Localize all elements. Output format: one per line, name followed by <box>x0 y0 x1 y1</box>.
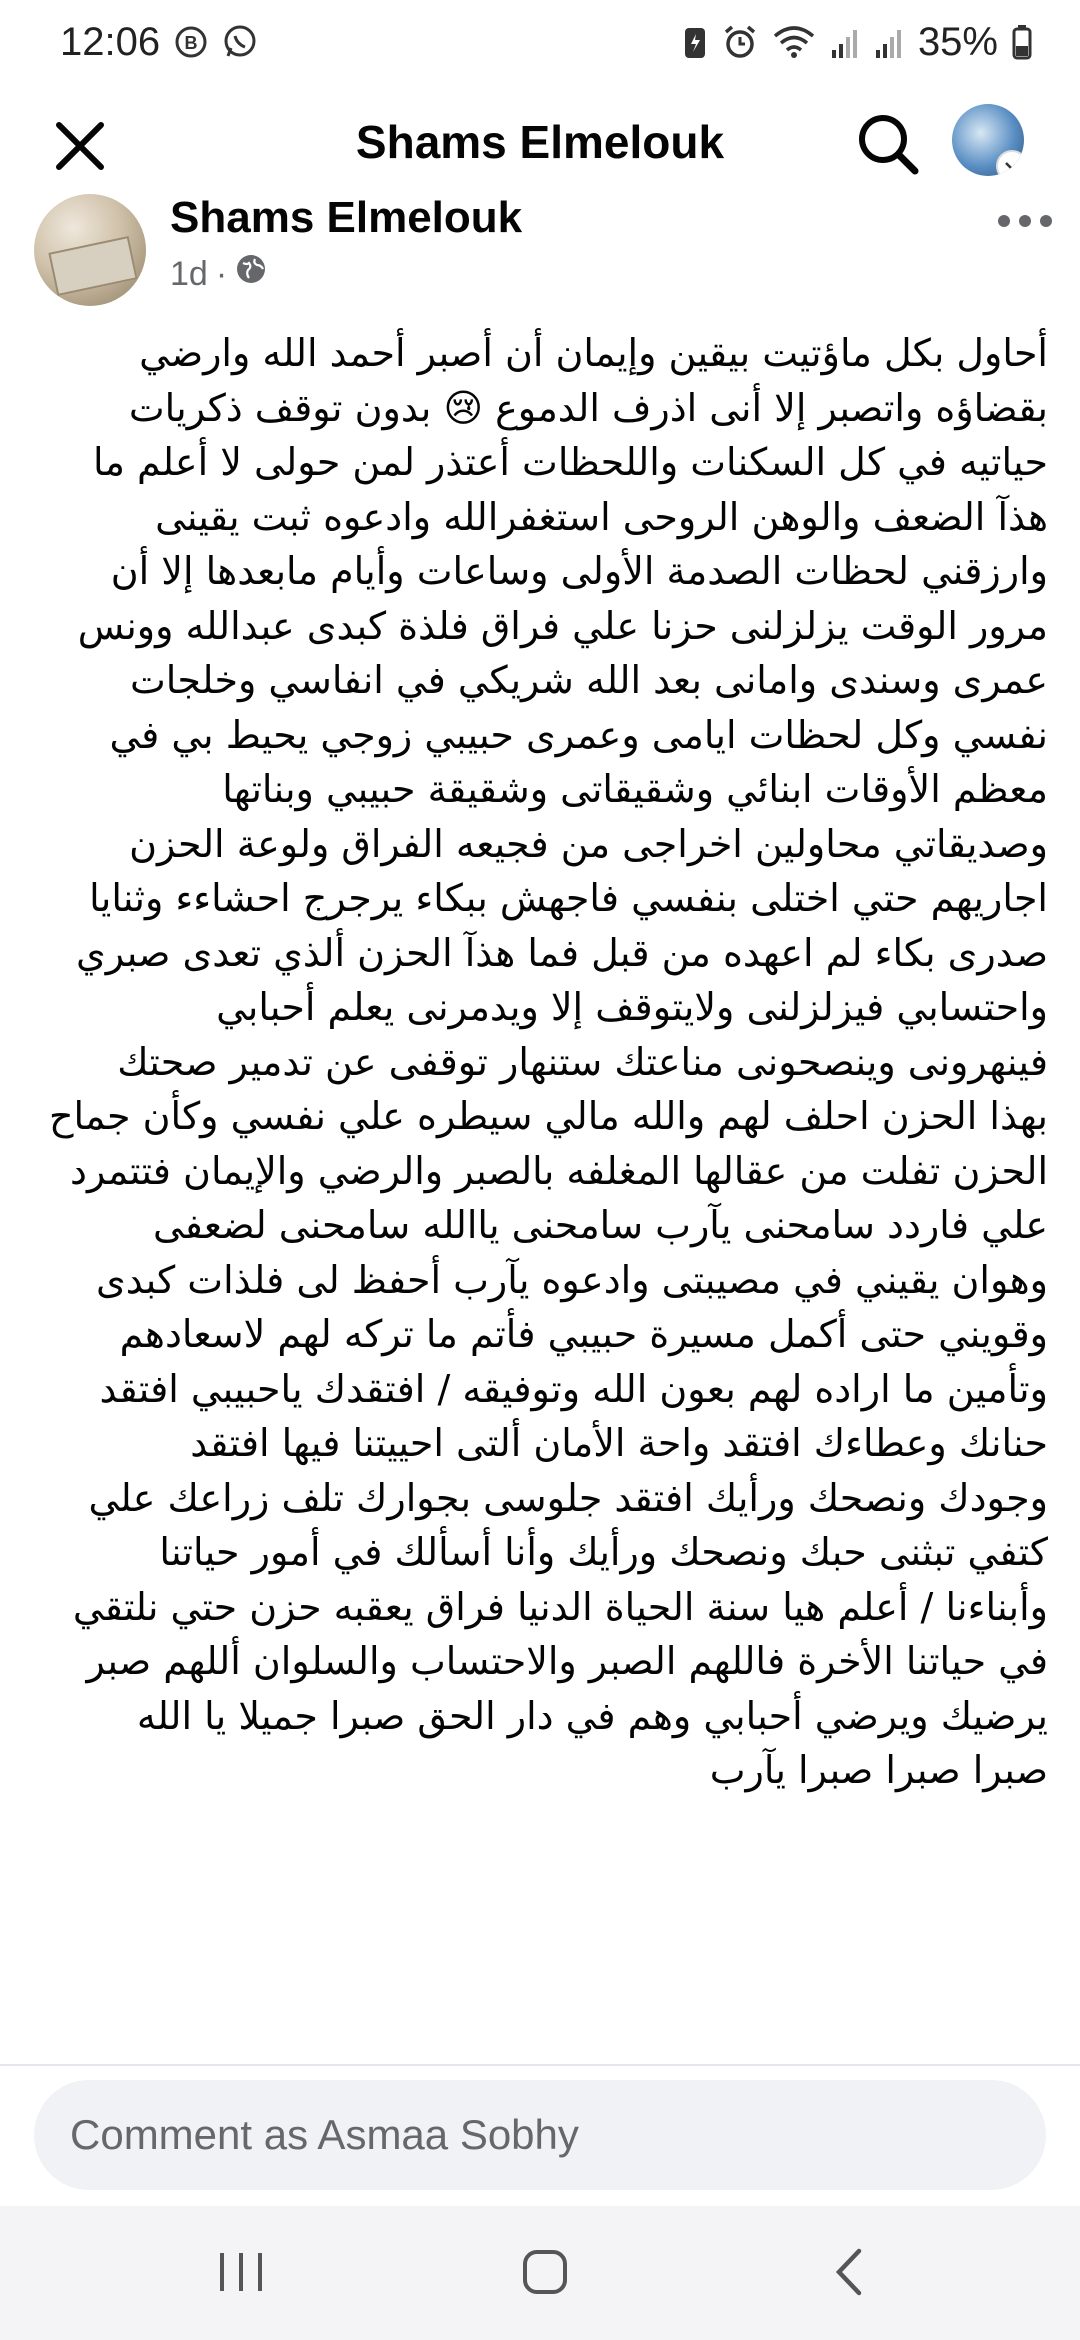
post-line: وارزقني لحظات الصدمة الأولى وساعات وأيام مابعدها إلا أن <box>110 549 1048 593</box>
b-badge-icon <box>174 25 208 59</box>
search-icon <box>855 111 921 177</box>
post-line: وصديقاتي محاولين اخراجى من فجيعه الفراق ولوعة الحزن <box>129 821 1048 866</box>
post-meta <box>170 252 267 296</box>
close-icon <box>53 119 107 173</box>
post-line: وأبناءنا / أعلم هيا سنة الحياة الدنيا فراق يعقبه حزن حتي نلتقي <box>72 1584 1048 1629</box>
home-icon <box>520 2247 570 2297</box>
recent-apps-icon <box>216 2249 266 2295</box>
post-time[interactable]: 1d <box>170 255 208 293</box>
more-options-button[interactable] <box>990 196 1060 246</box>
wifi-icon <box>772 24 816 60</box>
post-line: صدرى بكاء لم اعهده من قبل فما هذآ الحزن ألذي تعدى صبري <box>75 930 1048 975</box>
post-line: مرور الوقت يزلزلنى حزنا علي فراق فلذة كبدى عبدالله وونس <box>77 603 1048 648</box>
status-right <box>682 20 1032 65</box>
post-line: يرضيك ويرضي أحبابي وهم في دار الحق صبرا جميلا يا الله <box>136 1693 1048 1738</box>
more-icon <box>997 214 1053 228</box>
battery-percent: 35% <box>917 19 998 64</box>
search-button[interactable] <box>848 104 928 184</box>
post-line: صبرا صبرا صبرا يآرب <box>709 1748 1048 1792</box>
signal-icon <box>830 24 860 60</box>
post-line: الحزن تفلت من عقالها المغلفه بالصبر والرضي والإيمان فتتمرد <box>70 1148 1048 1193</box>
page-title: Shams Elmelouk <box>355 116 725 168</box>
whatsapp-icon <box>222 24 258 60</box>
post-line: وتأمين ما اراده لهم بعون الله وتوفيقه / افتقدك ياحبيبي افتقد <box>99 1366 1048 1411</box>
post-line: علي فاردد سامحنى يآرب سامحنى ياالله سامحنى لضعفى <box>152 1203 1048 1247</box>
comment-input[interactable] <box>34 2080 1046 2190</box>
recent-apps-button[interactable] <box>196 2232 286 2312</box>
chevron-down-icon <box>996 150 1024 176</box>
battery-saver-icon <box>682 24 708 60</box>
post-line: بقضاؤه واتصبر إلا أنى اذرف الدموع 😢 بدون توقف ذكريات <box>128 385 1048 430</box>
post-line: حياتيه في كل السكنات واللحظات أعتذر لمن حولى لا أعلم ما <box>93 440 1048 484</box>
comment-placeholder: Comment as Asmaa Sobhy <box>70 2111 579 2158</box>
status-bar <box>0 0 1080 84</box>
profile-avatar[interactable] <box>952 104 1024 176</box>
post-line: بهذا الحزن احلف لهم والله مالي سيطره علي نفسي وكأن جماح <box>48 1094 1048 1138</box>
post-line: عمرى وسندى وامانى بعد الله شريكي في انفاسي وخلجات <box>130 658 1048 702</box>
svg-text:B: B <box>184 33 198 53</box>
post-line: حنانك وعطاءك افتقد واحة الأمان ألتى احييتنا فيها افتقد <box>190 1421 1048 1465</box>
post-line: نفسي وكل لحظات ايامى وعمرى حبيبي زوجي يحيط بي في <box>109 712 1048 757</box>
home-button[interactable] <box>500 2232 590 2312</box>
post-line: هذآ الضعف والوهن الروحى استغفرالله وادعوه ثبت يقينى <box>155 494 1048 539</box>
post-line: وجودك ونصحك ورأيك افتقد جلوسى بجوارك تلف زراعك علي <box>88 1475 1048 1520</box>
divider <box>0 2064 1080 2066</box>
post-line: في حياتنا الأخرة فاللهم الصبر والاحتساب والسلوان أللهم صبر <box>86 1639 1048 1683</box>
post-line: واحتسابي فيزلزلنى ولايتوقف إلا ويدمرنى يعلم أحبابي <box>216 985 1048 1029</box>
meta-separator: · <box>215 255 228 293</box>
author-avatar[interactable] <box>34 194 146 306</box>
globe-icon <box>235 252 267 296</box>
status-time: 12:06 <box>60 19 161 64</box>
post-line: فينهرونى وينصحونى مناعتك ستنهار توقفى عن تدمير صحتك <box>117 1039 1048 1084</box>
post-line: وهوان يقيني في مصيبتى وادعوه يآرب أحفظ لى فلذات كبدى <box>95 1257 1048 1302</box>
post-line: أحاول بكل ماؤتيت بيقين وإيمان أن أصبر أحمد الله وارضي <box>139 331 1048 375</box>
post-line: كتفي تبثنى حبك ونصحك ورأيك وأنا أسألك في أمور حياتنا <box>159 1530 1048 1574</box>
alarm-icon <box>722 24 758 60</box>
app-bar <box>0 92 1080 188</box>
close-button[interactable] <box>40 106 120 186</box>
post-line: معظم الأوقات ابنائي وشقيقاتى وشقيقة حبيبي وبناتها <box>222 767 1048 811</box>
system-nav-bar <box>0 2206 1080 2340</box>
avatar-image <box>48 236 137 296</box>
post-line: اجاريهم حتي اختلى بنفسي فاجهش ببكاء يرجرج احشاءء وثنايا <box>89 876 1048 920</box>
back-button[interactable] <box>804 2232 894 2312</box>
post-line: وقويني حتى أكمل مسيرة حبيبي فأتم ما تركه لهم لاسعادهم <box>119 1312 1048 1356</box>
status-left <box>60 20 258 65</box>
author-name[interactable]: Shams Elmelouk <box>170 193 523 242</box>
back-icon <box>831 2247 867 2297</box>
signal-icon-2 <box>874 24 904 60</box>
battery-icon <box>1012 24 1032 60</box>
post-header <box>0 190 1080 310</box>
post-text <box>30 326 1048 2060</box>
